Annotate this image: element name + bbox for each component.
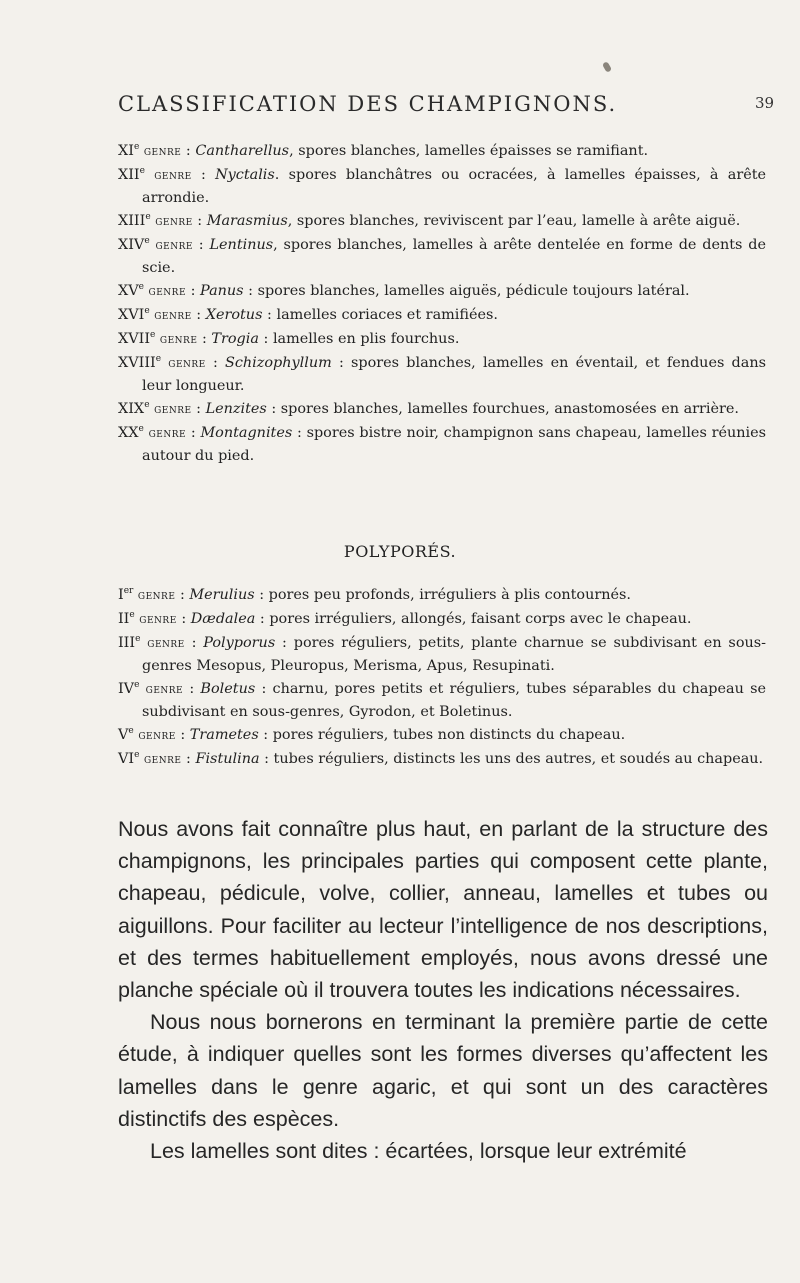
- genus-description: : spores blanches, lamelles en éventail, et fendues dans leur longueur.: [142, 355, 767, 394]
- genus-description: : spores blanches, lamelles aiguës, pédicule toujours latéral.: [243, 283, 690, 299]
- genre-number: XIIIe: [118, 212, 151, 229]
- body-text: [118, 813, 768, 1167]
- genre-entry: IIe genre : Dædalea : pores irréguliers, allongés, faisant corps avec le chapeau.: [118, 610, 692, 627]
- genre-number: VIe: [118, 750, 140, 767]
- genus-name: Boletus: [200, 681, 256, 697]
- genre-label: genre: [145, 682, 184, 697]
- genus-name: Lentinus: [209, 237, 274, 253]
- genre-label: genre: [148, 284, 187, 299]
- genre-number: IIe: [118, 610, 135, 627]
- genre-label: genre: [143, 752, 182, 767]
- genre-number: Ve: [118, 726, 134, 743]
- genus-description: : tubes réguliers, distincts les uns des autres, et soudés au chapeau.: [259, 751, 764, 767]
- page-number: 39: [755, 94, 775, 112]
- genre-label: genre: [159, 332, 198, 347]
- section-heading: POLYPORÉS.: [343, 542, 457, 561]
- paper-fleck: [602, 61, 612, 73]
- genus-description: : pores réguliers, tubes non distincts du chapeau.: [258, 727, 626, 743]
- genus-description: : pores peu profonds, irréguliers à plis contournés.: [254, 587, 631, 603]
- genus-name: Nyctalis: [215, 167, 275, 183]
- genre-number: Ier: [118, 586, 134, 603]
- genre-number: IVe: [118, 680, 140, 697]
- genre-label: genre: [139, 612, 177, 627]
- genre-number: XVIe: [118, 306, 150, 323]
- genus-name: Polyporus: [203, 635, 276, 651]
- genre-number: XIe: [118, 142, 140, 159]
- genre-label: genre: [138, 728, 176, 743]
- genus-description: : charnu, pores petits et réguliers, tubes séparables du chapeau se subdivisant en sous-genres, Gyrodon, et Boletinus.: [142, 681, 766, 720]
- genus-description: : lamelles coriaces et ramifiées.: [262, 307, 498, 323]
- genus-description: , spores blanches, reviviscent par l’eau, lamelle à arête aiguë.: [287, 213, 741, 229]
- genus-description: , spores blanches, lamelles à arête dentelée en forme de dents de scie.: [142, 237, 766, 276]
- genre-label: genre: [155, 238, 193, 253]
- genre-entry: XIVe genre : Lentinus, spores blanches, lamelles à arête dentelée en forme de dents de scie.: [118, 236, 766, 276]
- genus-name: Cantharellus: [195, 143, 290, 159]
- genus-name: Trametes: [189, 727, 259, 743]
- genre-number: XXe: [118, 424, 144, 441]
- genus-name: Lenzites: [205, 401, 267, 417]
- genre-entry: XIIIe genre : Marasmius, spores blanches, reviviscent par l’eau, lamelle à arête aiguë.: [118, 212, 741, 229]
- genus-name: Merulius: [189, 587, 255, 603]
- genus-name: Dædalea: [190, 611, 256, 627]
- genre-entry: XIXe genre : Lenzites : spores blanches, lamelles fourchues, anastomosées en arrière.: [118, 400, 739, 417]
- genre-label: genre: [155, 214, 193, 229]
- genre-entry: Ier genre : Merulius : pores peu profonds, irréguliers à plis contournés.: [118, 586, 631, 603]
- genre-number: XVe: [118, 282, 144, 299]
- genus-name: Xerotus: [205, 307, 263, 323]
- genus-description: : spores blanches, lamelles fourchues, anastomosées en arrière.: [266, 401, 739, 417]
- genre-number: XIIe: [118, 166, 145, 183]
- genre-label: genre: [148, 426, 187, 441]
- paragraph: Les lamelles sont dites : écartées, lorsque leur extrémité: [150, 1139, 687, 1164]
- genre-number: XVIIe: [118, 330, 156, 347]
- genre-label: genre: [137, 588, 176, 603]
- genre-label: genre: [143, 144, 182, 159]
- genre-entry: XXe genre : Montagnites : spores bistre noir, champignon sans chapeau, lamelles réunies autour du pied.: [118, 424, 767, 464]
- genre-entry: XIIe genre : Nyctalis. spores blanchâtres ou ocracées, à lamelles épaisses, à arête arrondie.: [118, 166, 767, 206]
- genre-entry: IIIe genre : Polyporus : pores réguliers, petits, plante charnue se subdivisant en sous-genres Mesopus, Pleuropus, Merisma, Apus, Resupinati.: [118, 634, 766, 674]
- genre-entry: XVIIe genre : Trogia : lamelles en plis fourchus.: [118, 330, 460, 347]
- genre-label: genre: [154, 402, 192, 417]
- running-head: [0, 92, 800, 122]
- genre-label: genre: [154, 168, 192, 183]
- genre-number: IIIe: [118, 634, 141, 651]
- paragraph: Nous avons fait connaître plus haut, en parlant de la structure des champignons, les principales parties qui composent cette plante, chapeau, pédicule, volve, collier, anneau, lamelles et tubes ou aiguillons. Pour faciliter au lecteur l’intelligence de nos descriptions, et des termes habituellement employés, nous avons dressé une planche spéciale où il trouvera toutes les indications nécessaires.: [118, 817, 768, 1003]
- genus-name: Panus: [200, 283, 244, 299]
- genus-name: Marasmius: [206, 213, 288, 229]
- genre-number: XIVe: [118, 236, 150, 253]
- genre-entry: IVe genre : Boletus : charnu, pores petits et réguliers, tubes séparables du chapeau se subdivisant en sous-genres, Gyrodon, et Boletinus.: [118, 680, 766, 720]
- genre-number: XVIIIe: [118, 354, 162, 371]
- genre-entry: XVe genre : Panus : spores blanches, lamelles aiguës, pédicule toujours latéral.: [118, 282, 690, 299]
- genre-label: genre: [168, 356, 206, 371]
- genre-label: genre: [147, 636, 185, 651]
- paragraph: Nous nous bornerons en terminant la première partie de cette étude, à indiquer quelles sont les formes diverses qu’affectent les lamelles dans le genre agaric, et qui sont un des caractères distinctifs des espèces.: [118, 1010, 768, 1131]
- agaric-genre-list: [118, 140, 766, 468]
- genus-name: Schizophyllum: [225, 355, 332, 371]
- genus-name: Fistulina: [195, 751, 260, 767]
- genus-description: . spores blanchâtres ou ocracées, à lamelles épaisses, à arête arrondie.: [142, 167, 767, 206]
- genre-number: XIXe: [118, 400, 150, 417]
- genus-description: : pores réguliers, petits, plante charnue se subdivisant en sous-genres Mesopus, Pleuropus, Merisma, Apus, Resupinati.: [142, 635, 766, 674]
- genre-entry: XVIe genre : Xerotus : lamelles coriaces et ramifiées.: [118, 306, 498, 323]
- genus-description: : spores bistre noir, champignon sans chapeau, lamelles réunies autour du pied.: [142, 425, 767, 464]
- genre-entry: Ve genre : Trametes : pores réguliers, tubes non distincts du chapeau.: [118, 726, 626, 743]
- genre-entry: XVIIIe genre : Schizophyllum : spores blanches, lamelles en éventail, et fendues dans leur longueur.: [118, 354, 767, 394]
- genre-entry: XIe genre : Cantharellus, spores blanches, lamelles épaisses se ramifiant.: [118, 142, 649, 159]
- running-title: CLASSIFICATION DES CHAMPIGNONS.: [118, 92, 618, 116]
- genre-label: genre: [154, 308, 192, 323]
- genus-name: Trogia: [211, 331, 259, 347]
- genus-description: : lamelles en plis fourchus.: [258, 331, 460, 347]
- genus-description: , spores blanches, lamelles épaisses se ramifiant.: [289, 143, 649, 159]
- genre-entry: VIe genre : Fistulina : tubes réguliers, distincts les uns des autres, et soudés au chapeau.: [118, 750, 764, 767]
- genus-description: : pores irréguliers, allongés, faisant corps avec le chapeau.: [255, 611, 692, 627]
- polypore-genre-list: [118, 584, 766, 772]
- genus-name: Montagnites: [200, 425, 293, 441]
